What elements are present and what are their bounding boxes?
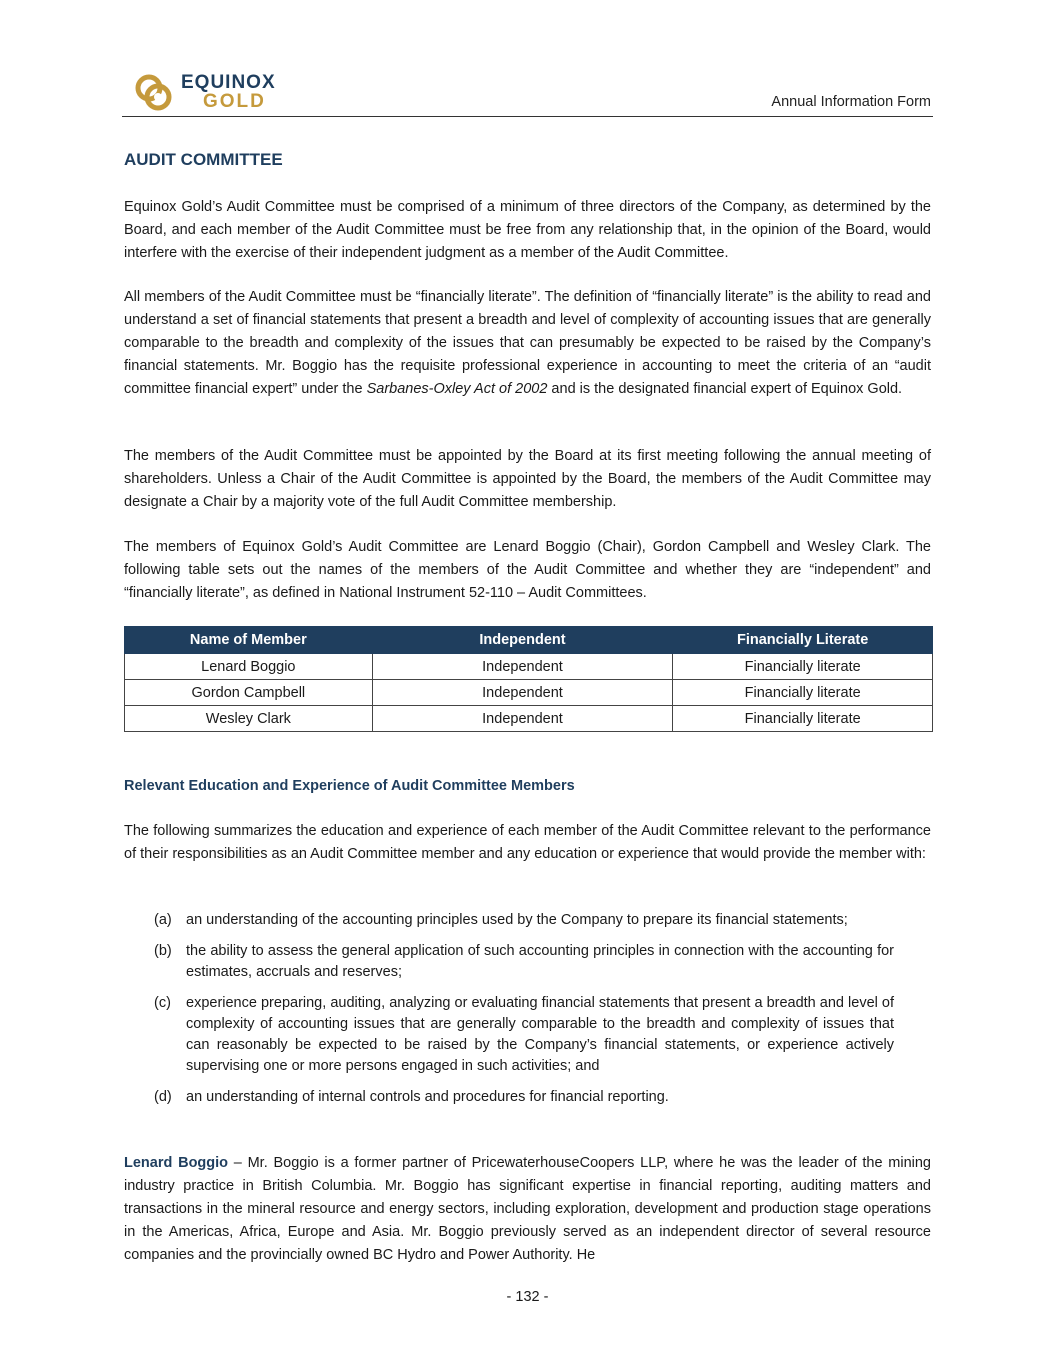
bio-name: Lenard Boggio — [124, 1155, 229, 1171]
list-marker: (a) — [154, 912, 172, 928]
paragraph-2-text-a: All members of the Audit Committee must be “financially literate”. The definition of “financially literate” is the ability to read and understand a set of financial statements that present a breadth and level of complexity of accounting issues that are generally comparable to the breadth and complexity of the issues that can presumably be expected to be raised by the Company’s financial statements. Mr. Boggio has the requisite professional experience in accounting to meet the criteria of an “audit committee financial expert” under the — [124, 289, 931, 397]
equinox-gold-logo — [132, 70, 307, 114]
table-cell: Gordon Campbell — [125, 680, 373, 706]
logo-text-equinox: EQUINOX — [181, 72, 276, 93]
list-marker: (d) — [154, 1089, 172, 1105]
table-cell: Independent — [372, 706, 673, 732]
table-cell: Independent — [372, 654, 673, 680]
table-header-name: Name of Member — [125, 627, 373, 654]
table-cell: Lenard Boggio — [125, 654, 373, 680]
list-item — [154, 1087, 894, 1108]
intro-paragraph: The following summarizes the education and experience of each member of the Audit Committee relevant to the performance of their responsibilities as an Audit Committee member and any education or experience that would provide the member with: — [124, 823, 931, 862]
list-marker: (c) — [154, 995, 171, 1011]
bio-text: – Mr. Boggio is a former partner of PricewaterhouseCoopers LLP, where he was the leader of the mining industry practice in British Columbia. Mr. Boggio has significant expertise in financial reporting, auditing matters and transactions in the mineral resource and energy sectors, including exploration, development and production stage operations in the Americas, Africa, Europe and Asia. Mr. Boggio previously served as an independent director of several resource companies and the provincially owned BC Hydro and Power Authority. He — [124, 1155, 931, 1263]
audit-committee-table — [124, 626, 933, 732]
table-header-row — [125, 627, 933, 654]
criteria-list — [154, 910, 894, 1118]
table-header-independent: Independent — [372, 627, 673, 654]
table-row — [125, 654, 933, 680]
paragraph-2-text-b: and is the designated financial expert of Equinox Gold. — [547, 381, 903, 397]
page-header — [122, 70, 933, 117]
document-title: Annual Information Form — [771, 94, 931, 110]
paragraph-2 — [124, 286, 931, 401]
subsection-title: Relevant Education and Experience of Audit Committee Members — [124, 778, 575, 794]
table-cell: Financially literate — [673, 706, 933, 732]
table-header-literate: Financially Literate — [673, 627, 933, 654]
page-number: - 132 - — [506, 1289, 549, 1305]
logo-rings-icon — [132, 70, 176, 114]
list-text: an understanding of the accounting principles used by the Company to prepare its financial statements; — [186, 912, 848, 928]
table-row — [125, 706, 933, 732]
table-cell: Financially literate — [673, 680, 933, 706]
paragraph-4: The members of Equinox Gold’s Audit Committee are Lenard Boggio (Chair), Gordon Campbell and Wesley Clark. The following table sets out the names of the members of the Audit Committee and whether they are “independent” and “financially literate”, as defined in National Instrument 52-110 – Audit Committees. — [124, 539, 931, 601]
paragraph-1: Equinox Gold’s Audit Committee must be comprised of a minimum of three directors of the Company, as determined by the Board, and each member of the Audit Committee must be free from any relationship that, in the opinion of the Board, would interfere with the exercise of their independent judgment as a member of the Audit Committee. — [124, 199, 931, 261]
list-item — [154, 910, 894, 931]
bio-paragraph — [124, 1152, 931, 1267]
table-row — [125, 680, 933, 706]
list-marker: (b) — [154, 943, 172, 959]
table-cell: Independent — [372, 680, 673, 706]
table-cell: Financially literate — [673, 654, 933, 680]
list-item — [154, 941, 894, 983]
list-text: the ability to assess the general application of such accounting principles in connection with the accounting for estimates, accruals and reserves; — [186, 943, 894, 980]
logo-text-gold: GOLD — [203, 91, 266, 112]
list-item — [154, 993, 894, 1077]
table-cell: Wesley Clark — [125, 706, 373, 732]
section-title: AUDIT COMMITTEE — [124, 150, 283, 169]
list-text: experience preparing, auditing, analyzing or evaluating financial statements that present a breadth and level of complexity of accounting issues that are generally comparable to the breadth and complexity of issues that can reasonably be expected to be raised by the Company’s financial statements, or experience actively supervising one or more persons engaged in such activities; and — [186, 995, 894, 1074]
paragraph-3: The members of the Audit Committee must be appointed by the Board at its first meeting following the annual meeting of shareholders. Unless a Chair of the Audit Committee is appointed by the Board, the members of the Audit Committee may designate a Chair by a majority vote of the full Audit Committee membership. — [124, 448, 931, 510]
list-text: an understanding of internal controls and procedures for financial reporting. — [186, 1089, 669, 1105]
paragraph-2-act-title: Sarbanes-Oxley Act of 2002 — [366, 381, 548, 397]
